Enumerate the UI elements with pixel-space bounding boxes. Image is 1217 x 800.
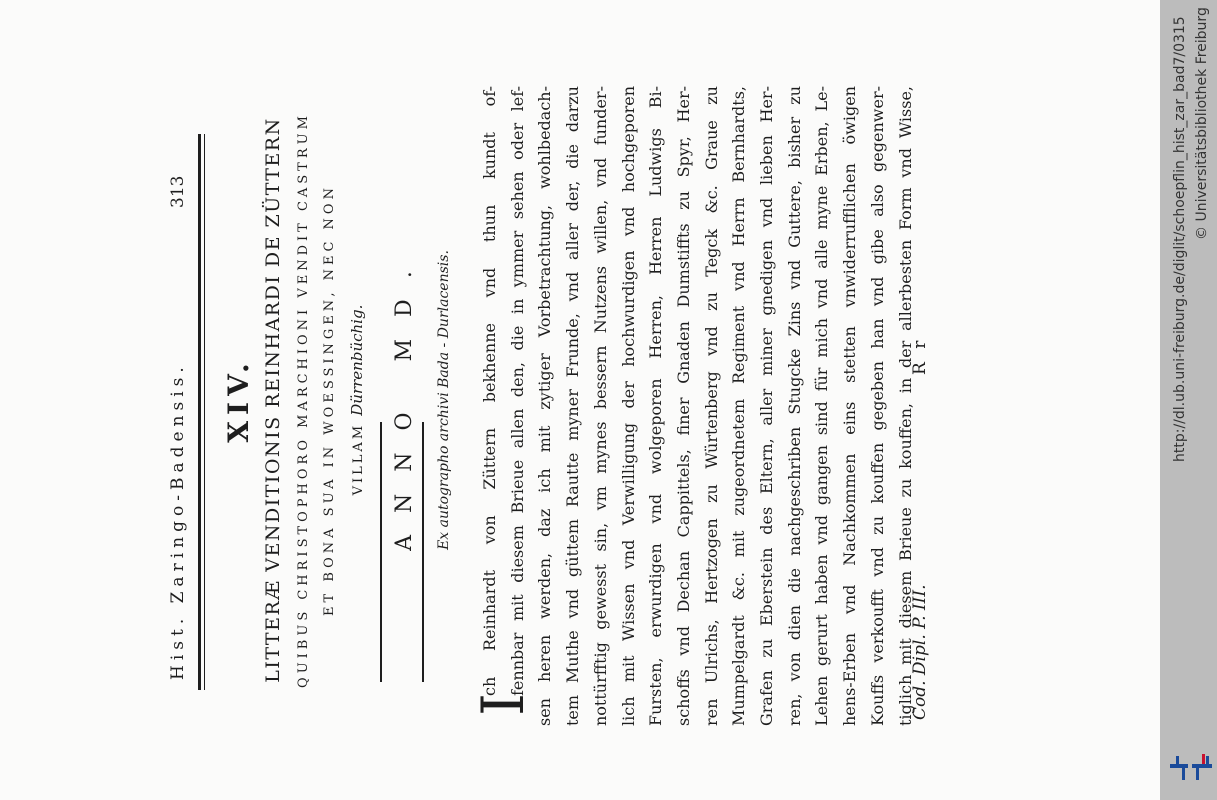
drop-cap: I bbox=[469, 693, 537, 716]
ub-freiburg-logo-icon bbox=[1170, 752, 1212, 782]
body-line: sen heren werden, daz ich mit zytiger Vorbetrachtung, wohlbedach- bbox=[535, 86, 555, 726]
body-line: ren, von dien die nachgeschriben Stugcke Zins vnd Guttere, bisher zu bbox=[784, 86, 804, 726]
body-line: lich mit Wissen vnd Verwilligung der hochwurdigen vnd hochgeporen bbox=[618, 86, 638, 726]
title-line-4-place: Dürrenbüchig. bbox=[348, 304, 366, 416]
body-line: hens-Erben vnd Nachkommen eins stetten vnwiderrufflichen öwigen bbox=[840, 86, 860, 726]
body-line: nottürfftig gewesst sin, vm mynes bessern Nutzens willen, vnd funder- bbox=[590, 86, 610, 726]
body-line: tiglich mit diesem Brieue zu kouffen, in der allerbesten Form vnd Wisse, bbox=[895, 86, 915, 726]
body-line: Mumpelgardt &c. mit zugeordnetem Regiment vnd Herrn Bernhardts, bbox=[729, 86, 749, 726]
body-line: Fursten, erwurdigen vnd wolgeporen Herren, Herren Ludwigs Bi- bbox=[646, 86, 666, 726]
codex-reference: Cod. Dipl. P. III. bbox=[910, 584, 930, 720]
body-line: tem Muthe vnd güttem Rautte myner Frunde, vnd aller der, die darzu bbox=[563, 86, 583, 726]
section-rule-top bbox=[380, 422, 382, 682]
header-rule-thin bbox=[204, 134, 205, 690]
anno-date: ANNO MD. bbox=[392, 249, 417, 551]
page-number: 313 bbox=[168, 175, 188, 208]
body-line: Kouffs verkoufft vnd zu kouffen gegeben han vnd gibe also gegenwer- bbox=[867, 86, 887, 726]
document-number: XIV. bbox=[222, 357, 255, 443]
header-rule-thick bbox=[198, 134, 201, 690]
running-head: Hist. Zaringo-Badensis. bbox=[168, 362, 188, 680]
body-line: ch Reinhardt von Züttern bekhenne vnd thun kundt of- bbox=[480, 86, 499, 696]
title-line-4 bbox=[348, 0, 366, 800]
copyright-notice: © Universitätsbibliothek Freiburg bbox=[1194, 7, 1210, 240]
title-line-1: LITTERÆ VENDITIONIS REINHARDI DE ZÜTTERN bbox=[262, 117, 284, 683]
signature-mark: R r bbox=[910, 336, 930, 375]
body-line: Grafen zu Eberstein des Eltern, aller miner gnedigen vnd lieben Her- bbox=[757, 86, 777, 726]
title-line-4-prefix: VILLAM bbox=[351, 422, 366, 496]
section-rule-bottom bbox=[422, 422, 424, 682]
body-line: ren Ulrichs, Hertzogen zu Würtenberg vnd zu Tegck &c. Graue zu bbox=[701, 86, 721, 726]
title-line-2: QUIBUS CHRISTOPHORO MARCHIONI VENDIT CASTRUM bbox=[296, 112, 311, 688]
source-note: Ex autographo archivi Bada - Durlacensis. bbox=[436, 250, 452, 550]
body-text bbox=[469, 86, 919, 726]
body-line: schoffs vnd Dechan Cappittels, finer Gnaden Dumstiffts zu Spyr, Her- bbox=[673, 86, 693, 726]
title-line-3: ET BONA SUA IN WOESSINGEN, NEC NON bbox=[322, 184, 337, 616]
body-line: Lehen gerurt haben vnd gangen sind für mich vnd alle myne Erben, Le- bbox=[812, 86, 832, 726]
permalink-url[interactable]: http://dl.ub.uni-freiburg.de/diglit/schoepflin_hist_zar_bad7/0315 bbox=[1172, 16, 1188, 462]
body-line: fennbar mit diesem Brieue allen den, die in ymmer sehen oder lef- bbox=[507, 86, 527, 696]
